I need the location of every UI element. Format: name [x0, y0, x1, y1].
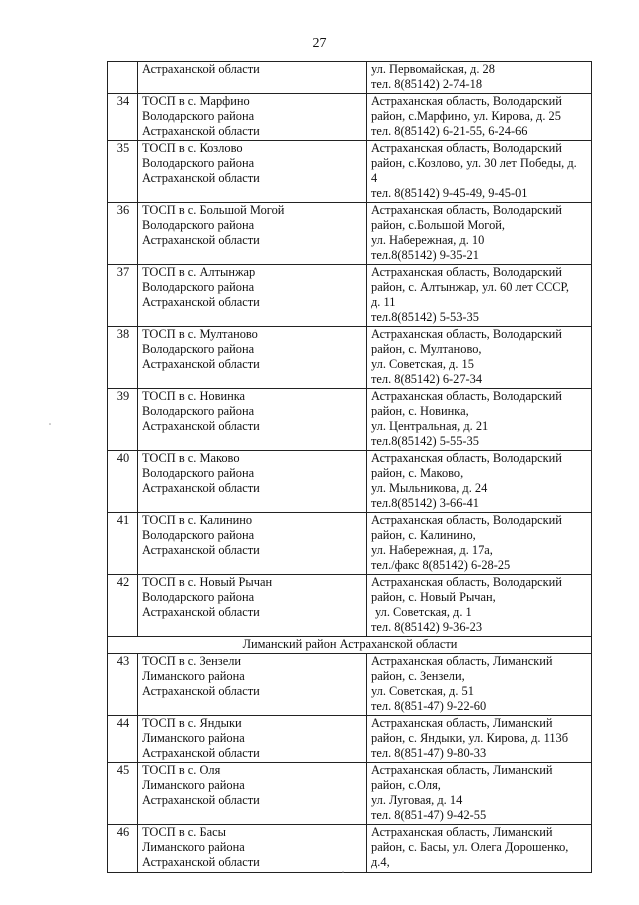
row-number: 38	[108, 327, 138, 389]
office-name-line: Лиманского района	[142, 840, 245, 854]
office-address-line: Астраханская область, Лиманский	[371, 825, 553, 839]
office-address-line: район, с. Яндыки, ул. Кирова, д. 113б	[371, 731, 569, 745]
row-number: 42	[108, 575, 138, 637]
office-address-line: тел. 8(85142) 6-21-55, 6-24-66	[371, 124, 528, 138]
row-number: 36	[108, 203, 138, 265]
office-name-line: Астраханской области	[142, 419, 260, 433]
office-name-line: ТОСП в с. Зензели	[142, 654, 242, 668]
office-address-line: Астраханская область, Володарский	[371, 513, 562, 527]
office-name-line: ТОСП в с. Калинино	[142, 513, 253, 527]
row-number: 46	[108, 825, 138, 873]
office-name-line: ТОСП в с. Козлово	[142, 141, 243, 155]
office-address-line: район, с. Маково,	[371, 466, 464, 480]
office-address-line: тел.8(85142) 3-66-41	[371, 496, 479, 510]
office-address-line: 4	[371, 171, 378, 185]
section-title: Лиманский район Астраханской области	[108, 637, 592, 654]
office-name-line: ТОСП в с. Оля	[142, 763, 221, 777]
office-name-line: Астраханской области	[142, 684, 260, 698]
office-name-line: ТОСП в с. Маково	[142, 451, 240, 465]
office-name-line: Лиманского района	[142, 731, 245, 745]
office-name-line: Володарского района	[142, 342, 255, 356]
row-number: 45	[108, 763, 138, 825]
row-number: 35	[108, 141, 138, 203]
office-address-line: Астраханская область, Володарский	[371, 265, 562, 279]
office-name-line: Володарского района	[142, 590, 255, 604]
office-address-line: ул. Центральная, д. 21	[371, 419, 489, 433]
office-name-line: ТОСП в с. Новинка	[142, 389, 246, 403]
row-number: 44	[108, 716, 138, 763]
office-address-line: тел. 8(85142) 9-36-23	[371, 620, 483, 634]
row-number: 39	[108, 389, 138, 451]
office-address-line: тел. 8(85142) 2-74-18	[371, 77, 483, 91]
office-name-line: ТОСП в с. Басы	[142, 825, 226, 839]
office-address-line: д.4,	[371, 855, 390, 869]
office-name-line: Володарского района	[142, 156, 255, 170]
office-address-line: ул. Мыльникова, д. 24	[371, 481, 488, 495]
office-address-line: тел. 8(85142) 9-45-49, 9-45-01	[371, 186, 528, 200]
office-name-line: Астраханской области	[142, 605, 260, 619]
office-address-line: район, с. Зензели,	[371, 669, 465, 683]
office-address-line: район, с. Новый Рычан,	[371, 590, 496, 604]
page-number: 27	[312, 36, 327, 51]
office-address-line: район, с. Калинино,	[371, 528, 476, 542]
office-name-line: Астраханской области	[142, 233, 260, 247]
office-address-line: Астраханская область, Володарский	[371, 203, 562, 217]
office-address-line: район, с. Новинка,	[371, 404, 469, 418]
row-number: 37	[108, 265, 138, 327]
office-address-line: Астраханская область, Володарский	[371, 94, 562, 108]
office-name-line: Астраханской области	[142, 357, 260, 371]
office-address-line: тел. 8(851-47) 9-22-60	[371, 699, 487, 713]
office-name-line: ТОСП в с. Марфино	[142, 94, 250, 108]
office-address-line: район, с.Козлово, ул. 30 лет Победы, д.	[371, 156, 577, 170]
office-address-line: тел.8(85142) 5-53-35	[371, 310, 479, 324]
office-name-line: Астраханской области	[142, 295, 260, 309]
office-address-line: район, с.Большой Могой,	[371, 218, 505, 232]
office-address-line: Астраханская область, Володарский	[371, 575, 562, 589]
office-name-line: ТОСП в с. Большой Могой	[142, 203, 285, 217]
office-address-line: д. 11	[371, 295, 396, 309]
office-name-line: Володарского района	[142, 466, 255, 480]
row-number: 34	[108, 94, 138, 141]
office-name-line: Астраханской области	[142, 543, 260, 557]
office-address-line: тел. 8(85142) 6-27-34	[371, 372, 483, 386]
office-name-line: ТОСП в с. Новый Рычан	[142, 575, 273, 589]
office-address-line: тел.8(85142) 5-55-35	[371, 434, 479, 448]
office-name-line: ТОСП в с. Алтынжар	[142, 265, 256, 279]
office-address-line: тел./факс 8(85142) 6-28-25	[371, 558, 511, 572]
office-name-line: Володарского района	[142, 109, 255, 123]
office-name-line: Астраханской области	[142, 171, 260, 185]
office-address-line: тел.8(85142) 9-35-21	[371, 248, 479, 262]
office-address-line: ул. Набережная, д. 17а,	[371, 543, 493, 557]
office-name-line: Астраханской области	[142, 124, 260, 138]
office-name-line: Астраханской области	[142, 62, 260, 76]
office-address-line: ул. Советская, д. 51	[371, 684, 474, 698]
office-address-line: Астраханская область, Володарский	[371, 141, 562, 155]
office-name-line: Астраханской области	[142, 481, 260, 495]
office-name-line: Володарского района	[142, 280, 255, 294]
office-address-line: район, с. Алтынжар, ул. 60 лет СССР,	[371, 280, 569, 294]
office-name-line: ТОСП в с. Яндыки	[142, 716, 242, 730]
office-address-line: ул. Советская, д. 15	[371, 357, 474, 371]
row-number: 41	[108, 513, 138, 575]
office-address-line: район, с. Басы, ул. Олега Дорошенко,	[371, 840, 569, 854]
office-address-line: Астраханская область, Лиманский	[371, 763, 553, 777]
office-name-line: ТОСП в с. Мултаново	[142, 327, 258, 341]
office-name-line: Астраханской области	[142, 793, 260, 807]
office-address-line: район, с. Мултаново,	[371, 342, 482, 356]
office-address-line: Астраханская область, Лиманский	[371, 654, 553, 668]
office-name-line: Лиманского района	[142, 669, 245, 683]
office-address-line: район, с.Оля,	[371, 778, 441, 792]
office-address-line: ул. Советская, д. 1	[375, 605, 472, 619]
office-address-line: ул. Набережная, д. 10	[371, 233, 485, 247]
office-name-line: Лиманского района	[142, 778, 245, 792]
row-number: 43	[108, 654, 138, 716]
row-number: 40	[108, 451, 138, 513]
office-address-line: ул. Луговая, д. 14	[371, 793, 463, 807]
office-address-line: Астраханская область, Лиманский	[371, 716, 553, 730]
office-address-line: Астраханская область, Володарский	[371, 451, 562, 465]
office-address-line: Астраханская область, Володарский	[371, 389, 562, 403]
office-address-line: район, с.Марфино, ул. Кирова, д. 25	[371, 109, 561, 123]
office-address-line: тел. 8(851-47) 9-42-55	[371, 808, 487, 822]
office-name-line: Астраханской области	[142, 855, 260, 869]
office-name-line: Астраханской области	[142, 746, 260, 760]
office-name-line: Володарского района	[142, 404, 255, 418]
office-name-line: Володарского района	[142, 218, 255, 232]
office-address-line: тел. 8(851-47) 9-80-33	[371, 746, 487, 760]
office-address-line: ул. Первомайская, д. 28	[371, 62, 495, 76]
office-address-line: Астраханская область, Володарский	[371, 327, 562, 341]
office-name-line: Володарского района	[142, 528, 255, 542]
